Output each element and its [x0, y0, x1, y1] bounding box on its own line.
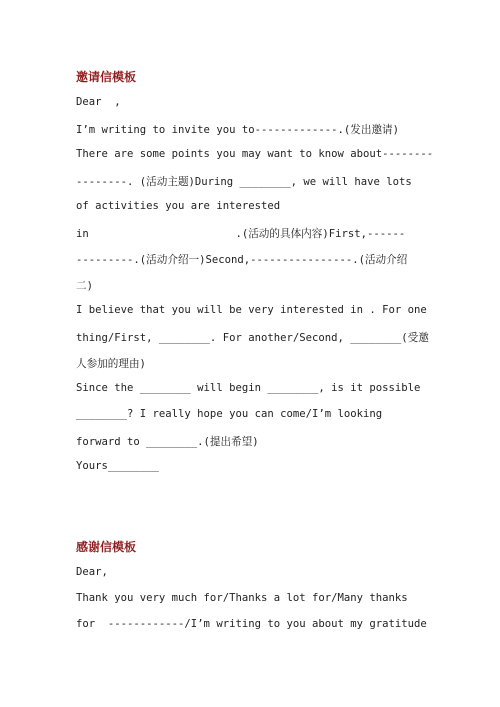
text-line: Dear , [76, 96, 121, 108]
text-line: 二) [76, 280, 93, 292]
text-line: Yours________ [76, 460, 159, 472]
text-line: I’m writing to invite you to-------------.(发出邀请) [76, 124, 400, 136]
text-line: for ------------/I’m writing to you about my gratitude [76, 618, 427, 630]
text-line: in .(活动的具体内容)First,------ [76, 228, 406, 240]
text-line: --------. (活动主题)During ________, we will have lots [76, 176, 412, 188]
text-line: ________? I really hope you can come/I’m looking [76, 408, 383, 420]
text-line: Since the ________ will begin ________, is it possible [76, 382, 421, 394]
text-line: ---------.(活动介绍一)Second,----------------.(活动介绍 [76, 254, 408, 266]
text-line: Dear, [76, 566, 108, 578]
thanks-template-heading: 感谢信模板 [76, 540, 137, 554]
text-line: 人参加的理由) [76, 358, 146, 370]
text-line: forward to ________.(提出希望) [76, 436, 259, 448]
text-line: of activities you are interested [76, 200, 281, 212]
text-line: I believe that you will be very interested in . For one [76, 304, 427, 316]
text-line: thing/First, ________. For another/Second, ________(受邀 [76, 332, 429, 344]
invitation-template-heading: 邀请信模板 [76, 70, 137, 84]
text-line: Thank you very much for/Thanks a lot for/Many thanks [76, 592, 408, 604]
text-line: There are some points you may want to know about-------- [76, 148, 434, 160]
